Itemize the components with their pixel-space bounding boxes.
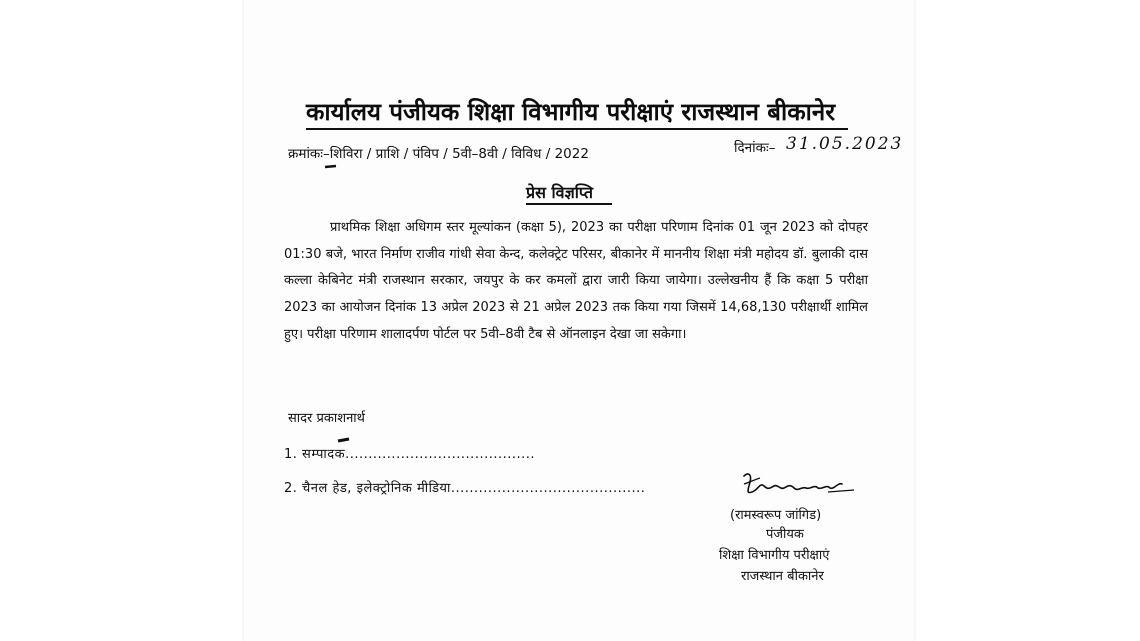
signatory-office: शिक्षा विभागीय परीक्षाएं [719, 548, 830, 563]
document-page [244, 0, 914, 641]
handwritten-signature [738, 468, 858, 504]
left-margin-band [0, 0, 244, 641]
body-paragraph [284, 215, 868, 349]
office-title: कार्यालय पंजीयक शिक्षा विभागीय परीक्षाएं राजस्थान बीकानेर [306, 98, 836, 126]
ink-mark [324, 164, 338, 170]
press-release-heading: प्रेस विज्ञप्ति [526, 183, 593, 202]
reference-number: क्रमांकः–शिविरा / प्राशि / पंविप / 5वी–8वी / विविध / 2022 [288, 146, 589, 162]
right-margin-band [914, 0, 1140, 641]
title-underline [306, 128, 848, 130]
body-text: प्राथमिक शिक्षा अधिगम स्तर मूल्यांकन (कक्षा 5), 2023 का परीक्षा परिणाम दिनांक 01 जून 2023 को दोपहर 01:30 बजे, भारत निर्माण राजीव गांधी सेवा केन्द, कलेक्ट्रेट परिसर, बीकानेर में माननीय शिक्षा मंत्री महोदय डॉ. बुलाकी दास कल्ला केबिनेट मंत्री राजस्थान सरकार, जयपुर के कर कमलों द्वारा जारी किया जायेगा। उल्लेखनीय हैं कि कक्षा 5 परीक्षा 2023 का आयोजन दिनांक 13 अप्रेल 2023 से 21 अप्रेल 2023 तक किया गया जिसमें 14,68,130 परीक्षार्थी शामिल हुए। परीक्षा परिणाम शालादर्पण पोर्टल पर 5वी–8वी टैब से ऑनलाइन देखा जा सकेगा। [284, 220, 868, 342]
signatory-name: (रामस्वरूप जांगिड) [730, 508, 822, 523]
signatory-designation: पंजीयक [766, 527, 804, 542]
heading-underline [526, 203, 612, 205]
signatory-place: राजस्थान बीकानेर [741, 569, 824, 584]
date-label: दिनांकः– [734, 140, 776, 156]
recipient-editor: 1. सम्पादक......................................... [284, 447, 536, 462]
handwritten-date: 31.05.2023 [786, 134, 904, 154]
ink-mark [337, 436, 351, 444]
forwarding-note: सादर प्रकाशनार्थ [288, 411, 365, 426]
recipient-channel-head: 2. चैनल हेड, इलेक्ट्रोनिक मीडिया.......................................... [284, 481, 646, 496]
